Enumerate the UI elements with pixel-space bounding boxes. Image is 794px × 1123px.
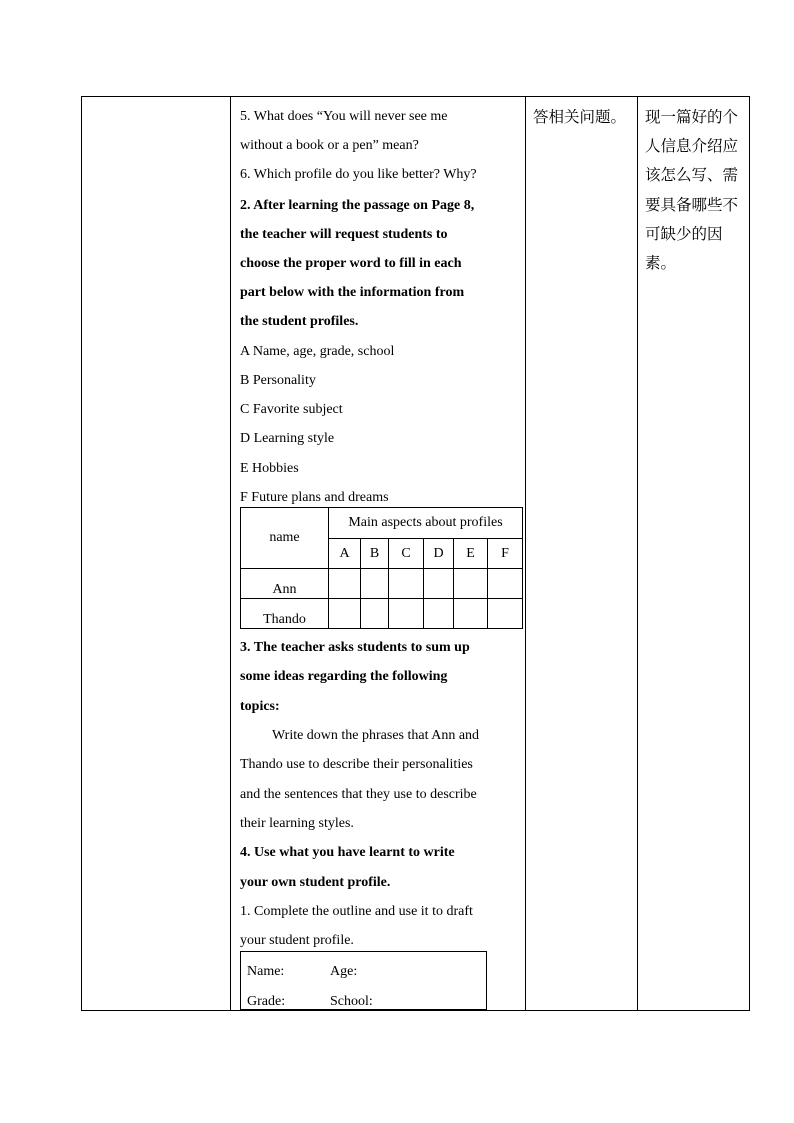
question-line: 6. Which profile do you like better? Why?	[240, 167, 477, 182]
task-heading-line: choose the proper word to fill in each	[240, 256, 462, 271]
name-label: Name:	[247, 964, 285, 979]
table-cell	[329, 569, 361, 599]
column-header: D	[424, 539, 454, 569]
task-heading-line: 2. After learning the passage on Page 8,	[240, 198, 475, 213]
student-activity-text: 答相关问题。	[533, 108, 627, 126]
task-heading-line: 4. Use what you have learnt to write	[240, 845, 455, 860]
table-cell	[488, 599, 523, 629]
task-heading-line: some ideas regarding the following	[240, 669, 448, 684]
table-cell	[424, 569, 454, 599]
table-cell	[454, 569, 488, 599]
body-line: Write down the phrases that Ann and	[272, 728, 480, 743]
design-intent-line: 人信息介绍应	[645, 137, 739, 155]
table-cell	[361, 599, 389, 629]
column-header: E	[454, 539, 488, 569]
grade-label: Grade:	[247, 994, 286, 1009]
option-line: B Personality	[240, 373, 316, 388]
design-intent-line: 现一篇好的个	[645, 108, 739, 126]
task-heading-line: 3. The teacher asks students to sum up	[240, 640, 470, 655]
row-label: Ann	[241, 569, 329, 599]
column-divider	[637, 96, 638, 1011]
column-divider	[230, 96, 231, 1011]
body-line: your student profile.	[240, 933, 354, 948]
column-header: B	[361, 539, 389, 569]
table-cell	[329, 599, 361, 629]
table-cell	[454, 599, 488, 629]
table-cell	[361, 569, 389, 599]
column-header: C	[389, 539, 424, 569]
school-label: School:	[330, 994, 373, 1009]
task-heading-line: the student profiles.	[240, 314, 359, 329]
question-line: 5. What does “You will never see me	[240, 109, 448, 124]
body-line: their learning styles.	[240, 816, 354, 831]
table-cell	[389, 599, 424, 629]
question-line: without a book or a pen” mean?	[240, 138, 419, 153]
body-line: Thando use to describe their personalities	[240, 757, 473, 772]
body-line: 1. Complete the outline and use it to draft	[240, 904, 473, 919]
design-intent-line: 该怎么写、需	[645, 166, 739, 184]
task-heading-line: the teacher will request students to	[240, 227, 448, 242]
body-line: and the sentences that they use to describe	[240, 787, 477, 802]
table-cell	[424, 599, 454, 629]
aspects-group-header: Main aspects about profiles	[329, 508, 523, 539]
table-cell	[389, 569, 424, 599]
task-heading-line: topics:	[240, 699, 280, 714]
profile-outline-box	[240, 951, 487, 1010]
profile-aspects-table	[240, 507, 523, 629]
column-divider	[525, 96, 526, 1011]
age-label: Age:	[330, 964, 358, 979]
table-cell	[488, 569, 523, 599]
design-intent-line: 要具备哪些不	[645, 196, 739, 214]
option-line: F Future plans and dreams	[240, 490, 389, 505]
task-heading-line: your own student profile.	[240, 875, 391, 890]
design-intent-line: 素。	[645, 254, 677, 272]
task-heading-line: part below with the information from	[240, 285, 465, 300]
option-line: D Learning style	[240, 431, 335, 446]
option-line: A Name, age, grade, school	[240, 344, 395, 359]
column-header: A	[329, 539, 361, 569]
option-line: C Favorite subject	[240, 402, 343, 417]
design-intent-line: 可缺少的因	[645, 225, 723, 243]
row-label: Thando	[241, 599, 329, 629]
column-header: F	[488, 539, 523, 569]
option-line: E Hobbies	[240, 461, 299, 476]
name-header: name	[241, 508, 329, 569]
